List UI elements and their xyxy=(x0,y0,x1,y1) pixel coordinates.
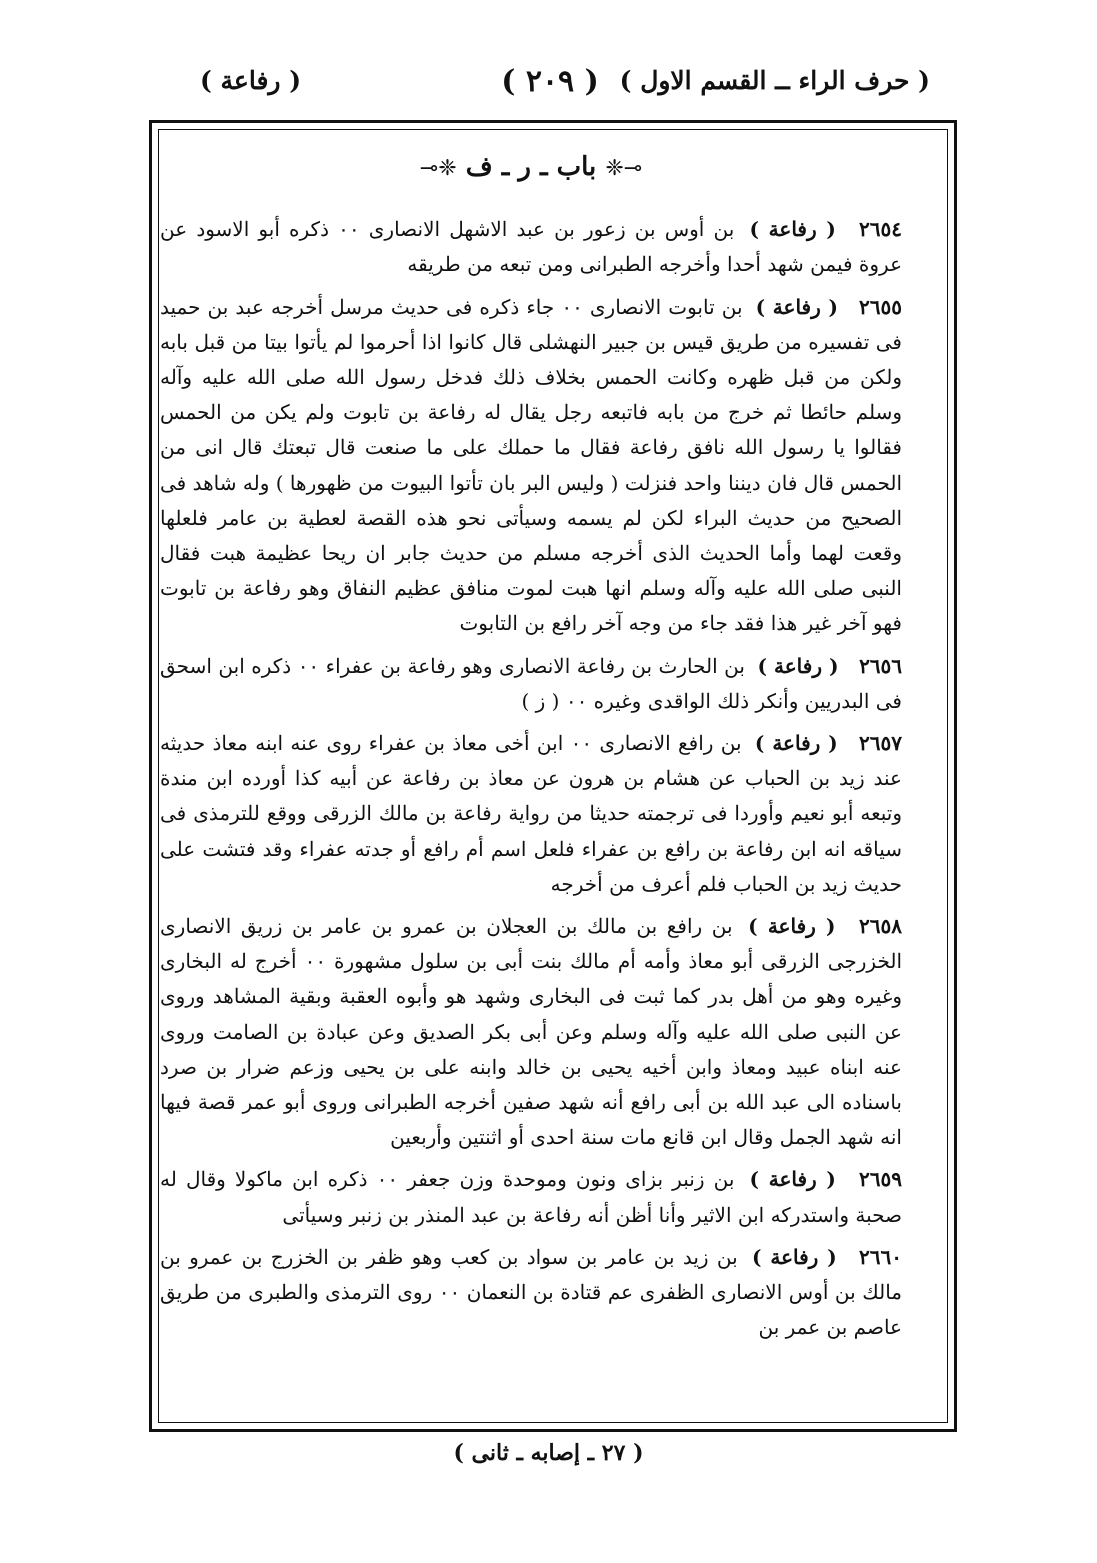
entry-number: ٢٦٥٨ xyxy=(859,914,903,939)
entry-text: بن رافع الانصارى ٠٠ ابن أخى معاذ بن عفراء روى عنه ابنه معاذ حديثه عند زيد بن الحباب عن هشام بن هرون عن معاذ بن رفاعة عن أبيه كذا أورده ابن مندة وتبعه أبو نعيم وأوردا فى ترجمته حديثا من رواية رفاعة بن مالك الزرقى ووقع للترمذى فى سياقه انه ابن رفاعة بن رافع بن عفراء فلعل اسم أم رافع أو جدته عفراء وقد فتشت على حديث زيد بن الحباب فلم أعرف من أخرجه xyxy=(160,731,902,896)
ornament-left-icon: ❈⟜ xyxy=(419,156,457,181)
entry xyxy=(160,1162,902,1232)
header-page-number: ( ٢٠٩ ) xyxy=(501,64,599,99)
entry-name: ( رفاعة ) xyxy=(748,914,836,939)
entry-text: بن تابوت الانصارى ٠٠ جاء ذكره فى حديث مرسل أخرجه عبد بن حميد فى تفسيره من طريق قيس بن جبير النهشلى قال كانوا اذا أحرموا لم يأتوا بيتا من قبل بابه ولكن من قبل ظهره وكانت الحمس بخلاف ذلك فدخل رسول الله صلى الله عليه وآله وسلم حائطا ثم خرج من بابه فاتبعه رجل يقال له رفاعة بن تابوت ولم يكن من الحمس فقالوا يا رسول الله نافق رفاعة فقال ما حملك على ما صنعت قال تبعتك قال انى من الحمس قال فان ديننا واحد فنزلت ( وليس البر بان تأتوا البيوت من ظهورها ) وله شاهد فى الصحيح من حديث البراء لكن لم يسمه وسيأتى نحو هذه القصة لعطية بن عامر فلعلها وقعت لهما وأما الحديث الذى أخرجه مسلم من حديث جابر ان ريحا عظيمة هبت فقال النبى صلى الله عليه وآله وسلم انها هبت لموت منافق عظيم النفاق وهو رفاعة بن تابوت فهو آخر غير هذا فقد جاء من وجه آخر رافع بن التابوت xyxy=(160,294,903,636)
entry-number: ٢٦٥٧ xyxy=(859,731,903,756)
entry-name: ( رفاعة ) xyxy=(754,731,838,756)
header-section-title: ( حرف الراء ــ القسم الاول ) xyxy=(619,66,930,95)
entry-text: بن رافع بن مالك بن العجلان بن عمرو بن عامر بن زريق الانصارى الخزرجى الزرقى أبو معاذ وأمه أم مالك بنت أبى بن سلول مشهورة ٠٠ أخرج له البخارى وغيره وهو من أهل بدر كما ثبت فى البخارى وشهد هو وأبوه العقبة وبقية المشاهد وروى عن النبى صلى الله عليه وآله وسلم وعن أبى بكر الصديق وعن عبادة بن الصامت وروى عنه ابناه عبيد ومعاذ وابن أخيه يحيى بن خالد وابنه على بن يحيى وزعم ضرار بن صرد باسناده الى عبد الله بن أبى رافع أنه شهد صفين أخرجه الطبرانى وروى أبو عمر قصة فيها انه شهد الجمل وقال ابن قانع مات سنة احدى أو اثنتين وأربعين xyxy=(160,914,902,1150)
entry-number: ٢٦٥٩ xyxy=(859,1167,903,1192)
ornament-right-icon: ⊸❈ xyxy=(605,156,643,181)
entry-number: ٢٦٥٥ xyxy=(859,294,902,319)
entry-text: بن زنبر بزاى ونون وموحدة وزن جعفر ٠٠ ذكره ابن ماكولا وقال له صحبة واستدركه ابن الاثير وأنا أظن أنه رفاعة بن عبد المنذر بن زنبر وسيأتى xyxy=(160,1167,902,1227)
page-body xyxy=(160,150,902,1353)
entry-text: بن زيد بن عامر بن سواد بن كعب وهو ظفر بن الخزرج بن عمرو بن مالك بن أوس الانصارى الظفرى عم قتادة بن النعمان ٠٠ روى الترمذى والطبرى من طريق عاصم بن عمر بن xyxy=(160,1244,902,1340)
entry-name: ( رفاعة ) xyxy=(749,1167,836,1192)
entry-text: بن الحارث بن رفاعة الانصارى وهو رفاعة بن عفراء ٠٠ ذكره ابن اسحق فى البدريين وأنكر ذلك الواقدى وغيره ٠٠ ( ز ) xyxy=(160,653,902,713)
entry xyxy=(160,726,902,902)
entry xyxy=(160,1240,902,1346)
page-footer: ( ٢٧ ـ إصابه ـ ثانى ) xyxy=(453,1440,644,1466)
chapter-title: باب ـ ر ـ ف xyxy=(465,152,597,182)
entry-name: ( رفاعة ) xyxy=(757,653,839,678)
chapter-heading xyxy=(160,150,902,186)
entry xyxy=(160,290,902,642)
page-header xyxy=(170,62,930,106)
entry-number: ٢٦٥٤ xyxy=(859,217,902,242)
entry-name: ( رفاعة ) xyxy=(751,1244,837,1269)
entry-text: بن أوس بن زعور بن عبد الاشهل الانصارى ٠٠ ذكره أبو الاسود عن عروة فيمن شهد أحدا وأخرجه الطبرانى ومن تبعه من طريقه xyxy=(160,217,902,277)
entry xyxy=(160,649,902,719)
header-entry-name: ( رفاعة ) xyxy=(200,66,302,95)
entry xyxy=(160,212,902,282)
entry-name: ( رفاعة ) xyxy=(749,217,836,242)
entry xyxy=(160,909,902,1155)
entry-number: ٢٦٦٠ xyxy=(859,1244,902,1269)
entry-name: ( رفاعة ) xyxy=(755,294,838,319)
entry-number: ٢٦٥٦ xyxy=(859,653,903,678)
